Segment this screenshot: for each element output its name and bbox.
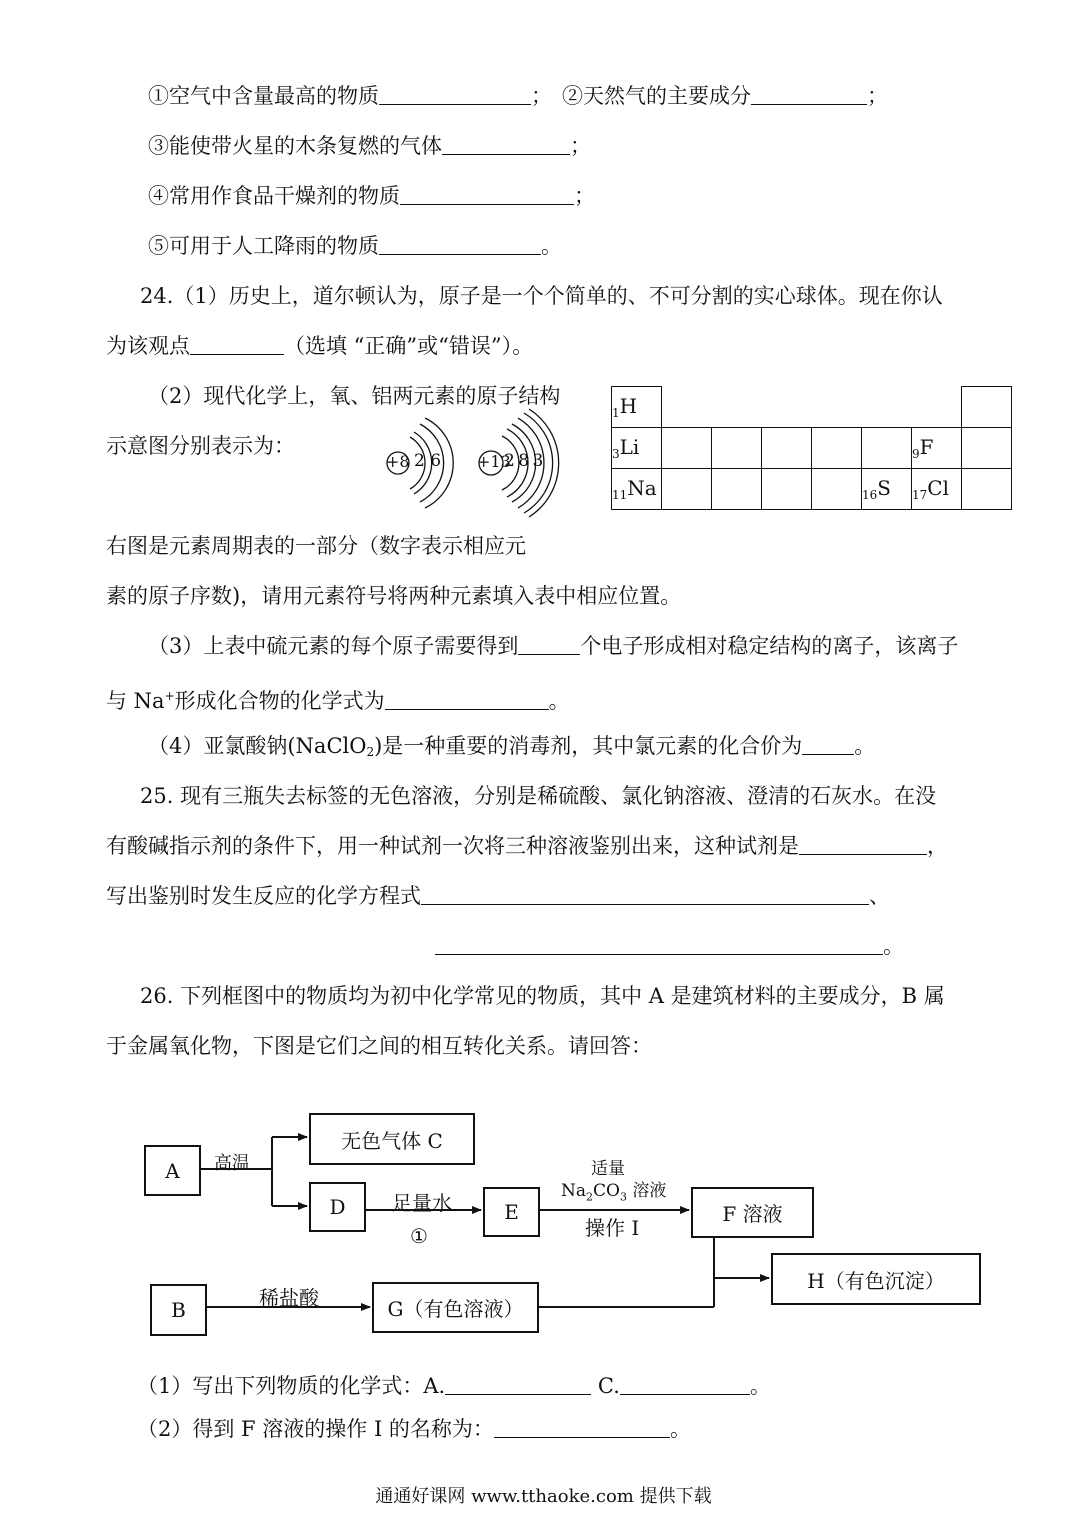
label-high-temperature: 高温 (214, 1153, 250, 1174)
text: CO (593, 1181, 620, 1201)
text: 。 (854, 734, 876, 758)
answer-blank[interactable] (445, 1372, 591, 1395)
subscript: 3 (619, 1190, 627, 1204)
atomic-number: 16 (862, 488, 878, 502)
superscript: + (164, 689, 175, 703)
label-step-1: ① (410, 1224, 428, 1248)
element-symbol: Li (619, 435, 640, 459)
oxygen-shells: 2 6 (414, 451, 442, 471)
text: 个电子形成相对稳定结构的离子，该离子 (580, 634, 959, 658)
label-dilute-hydrochloric-acid: 稀盐酸 (259, 1286, 319, 1310)
page-footer: 通通好课网 www.tthaoke.com 提供下载 (375, 1486, 712, 1507)
label-appropriate-amount: 适量 (591, 1159, 625, 1179)
text: 写出鉴别时发生反应的化学方程式 (106, 884, 421, 908)
atomic-number: 11 (612, 488, 628, 502)
q23-item4-text: ④常用作食品干燥剂的物质 (148, 184, 400, 208)
q23-item3-text: ③能使带火星的木条复燃的气体 (148, 134, 442, 158)
text: 。 (548, 689, 570, 713)
text: （2）得到 F 溶液的操作 I 的名称为： (137, 1417, 494, 1441)
text: 。 (749, 1374, 771, 1398)
text: 溶液 (626, 1181, 667, 1201)
subscript: 2 (586, 1190, 594, 1204)
text: （1）写出下列物质的化学式：A. (137, 1374, 446, 1398)
element-symbol: Na (627, 476, 657, 500)
text: （3）上表中硫元素的每个原子需要得到 (148, 634, 519, 658)
label-operation-1: 操作 I (585, 1216, 640, 1240)
q26-sub2 (137, 1414, 691, 1444)
atomic-number: 17 (912, 488, 928, 502)
aluminum-shells: 2 8 3 (504, 451, 543, 471)
oxygen-nucleus: +8 (386, 452, 410, 471)
q23-item5-text: ⑤可用于人工降雨的物质 (148, 234, 379, 258)
q23-item2-text: ②天然气的主要成分 (562, 84, 751, 108)
text: （4）亚氯酸钠(NaClO (148, 734, 367, 758)
text: 。 (883, 934, 904, 958)
atomic-number: 1 (612, 406, 620, 420)
separator: ； (531, 84, 552, 108)
box-E: E (483, 1187, 540, 1237)
q26-line1: 26. 下列框图中的物质均为初中化学常见的物质，其中 A 是建筑材料的主要成分，B 属 (140, 984, 945, 1008)
atomic-number: 3 (612, 447, 620, 461)
element-symbol: H (619, 394, 638, 418)
text: Na (561, 1181, 587, 1201)
label-sodium-carbonate-solution (561, 1176, 666, 1203)
aluminum-nucleus: +13 (477, 452, 511, 471)
box-A: A (144, 1145, 201, 1196)
element-symbol: S (877, 476, 891, 500)
separator: ； (570, 134, 591, 158)
period: 。 (541, 234, 562, 258)
q24-part2-line3: 右图是元素周期表的一部分（数字表示相应元 (106, 534, 526, 558)
box-F: F 溶液 (691, 1187, 814, 1238)
q24-part1-line1: 24.（1）历史上，道尔顿认为，原子是一个个简单的、不可分割的实心球体。现在你认 (140, 284, 943, 308)
text: C. (591, 1374, 620, 1398)
q25-line1: 25. 现有三瓶失去标签的无色溶液，分别是稀硫酸、氯化钠溶液、澄清的石灰水。在没 (140, 784, 937, 808)
text: ， (927, 834, 948, 858)
text: 与 Na (106, 689, 165, 713)
box-H: H（有色沉淀） (771, 1253, 981, 1305)
text: 、 (869, 884, 890, 908)
label-excess-water: 足量水 (392, 1191, 452, 1215)
box-D: D (309, 1182, 366, 1232)
element-symbol: F (919, 435, 934, 459)
q24-part2-line4: 素的原子序数)，请用元素符号将两种元素填入表中相应位置。 (106, 584, 682, 608)
q26-line2: 于金属氧化物，下图是它们之间的相互转化关系。请回答： (106, 1034, 652, 1058)
text: （选填 “正确”或“错误”）。 (284, 334, 534, 358)
q24-part2-line2: 示意图分别表示为： (106, 434, 295, 458)
text: 为该观点 (106, 334, 190, 358)
atomic-number: 9 (912, 447, 920, 461)
answer-blank[interactable] (620, 1372, 750, 1395)
q23-item1-text: ①空气中含量最高的物质 (148, 84, 379, 108)
q26-sub1 (137, 1371, 771, 1401)
box-G: G（有色溶液） (372, 1282, 539, 1333)
separator: ； (574, 184, 595, 208)
box-C: 无色气体 C (309, 1113, 475, 1165)
q24-part2-line1: （2）现代化学上，氧、铝两元素的原子结构 (148, 384, 561, 408)
text: )是一种重要的消毒剂，其中氯元素的化合价为 (374, 734, 803, 758)
answer-blank[interactable] (494, 1415, 670, 1438)
text: 有酸碱指示剂的条件下，用一种试剂一次将三种溶液鉴别出来，这种试剂是 (106, 834, 799, 858)
text: 形成化合物的化学式为 (174, 689, 385, 713)
separator: ； (867, 84, 888, 108)
text: 。 (669, 1417, 691, 1441)
subscript: 2 (366, 745, 375, 759)
element-symbol: Cl (927, 476, 949, 500)
box-B: B (150, 1284, 207, 1336)
